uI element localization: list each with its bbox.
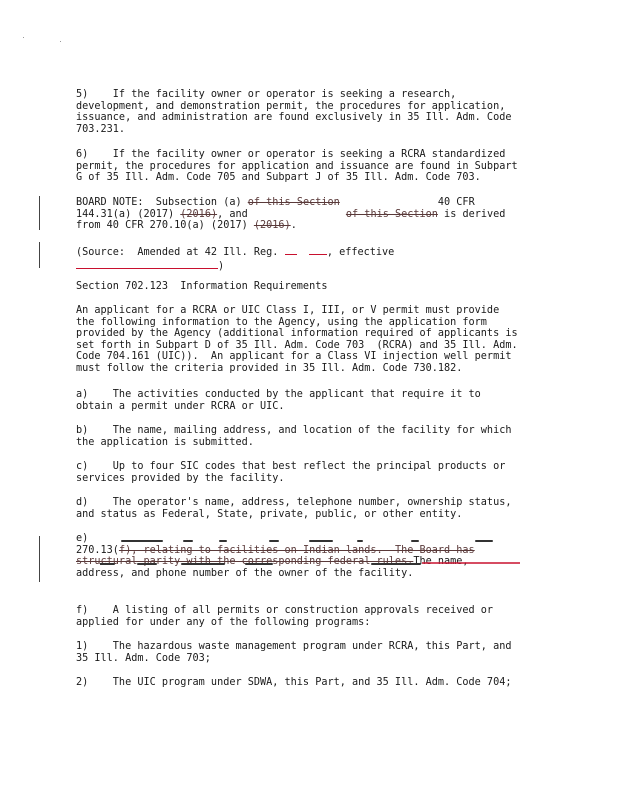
blank-line bbox=[285, 245, 297, 255]
scan-speck bbox=[23, 37, 24, 38]
list-item-e: e) 270.13(f), relating to facilities on Indian lands. The Board has structural parity with the corresponding federal rules.The name, address, and phone number of the owner of the facility. bbox=[76, 533, 475, 579]
list-item-d: d) The operator's name, address, telephone number, ownership status, and status as Federal, State, private, public, or other entity. bbox=[76, 497, 512, 520]
redaction-scribbles bbox=[100, 536, 520, 572]
section-title: Section 702.123 Information Requirements bbox=[76, 281, 328, 292]
intro-paragraph: An applicant for a RCRA or UIC Class I, III, or V permit must provide the following information to the Agency, using the application form provided by the Agency (additional information required of applicants is set forth in Subpart D of 35 Ill. Adm. Code 703 (RCRA) and 35 Ill. Adm. Code 704.161 (UIC)). An applicant for a Class VI injection well permit must follow the criteria provided in 35 Ill. Adm. Code 730.182. bbox=[76, 305, 518, 374]
blank-line bbox=[309, 245, 327, 255]
paragraph-standardized-permit: 6) If the facility owner or operator is seeking a RCRA standardized permit, the procedures for application and issuance are found in Subpart G of 35 Ill. Adm. Code 705 and Subpart J of 35 Ill. Adm. Code 703. bbox=[76, 149, 518, 184]
struck-text: f), relating to facilities on Indian lands. The Board has bbox=[118, 544, 475, 556]
list-item-b: b) The name, mailing address, and location of the facility for which the application is submitted. bbox=[76, 425, 512, 448]
revision-change-bar bbox=[39, 196, 40, 230]
blank-line bbox=[76, 259, 218, 269]
scan-speck bbox=[60, 41, 61, 42]
sub-item-1: 1) The hazardous waste management program under RCRA, this Part, and 35 Ill. Adm. Code 703; bbox=[76, 641, 512, 664]
paragraph-research-permit: 5) If the facility owner or operator is seeking a research, development, and demonstration permit, the procedures for application, issuance, and administration are found exclusively in 35 Ill. Adm. Code 703.231. bbox=[76, 89, 512, 135]
struck-text: structural parity with the corresponding federal rules. bbox=[76, 556, 414, 568]
board-note: BOARD NOTE: Subsection (a) of this Section 40 CFR 144.31(a) (2017) (2016), and of this Section is derived from 40 CFR 270.10(a) (2017) (2016). bbox=[76, 197, 506, 232]
revision-change-bar bbox=[39, 536, 40, 582]
revision-change-bar bbox=[39, 242, 40, 268]
source-note: (Source: Amended at 42 Ill. Reg. , effective ) bbox=[76, 247, 395, 272]
struck-text: (2016) bbox=[253, 220, 291, 232]
list-item-c: c) Up to four SIC codes that best reflect the principal products or services provided by the facility. bbox=[76, 461, 506, 484]
list-item-a: a) The activities conducted by the applicant that require it to obtain a permit under RCRA or UIC. bbox=[76, 389, 481, 412]
sub-item-2: 2) The UIC program under SDWA, this Part, and 35 Ill. Adm. Code 704; bbox=[76, 677, 512, 688]
list-item-f: f) A listing of all permits or construction approvals received or applied for under any of the following programs: bbox=[76, 605, 494, 628]
struck-text: of this Section bbox=[345, 208, 438, 220]
struck-text: (2016) bbox=[180, 208, 218, 220]
struck-text: of this Section bbox=[247, 197, 340, 208]
